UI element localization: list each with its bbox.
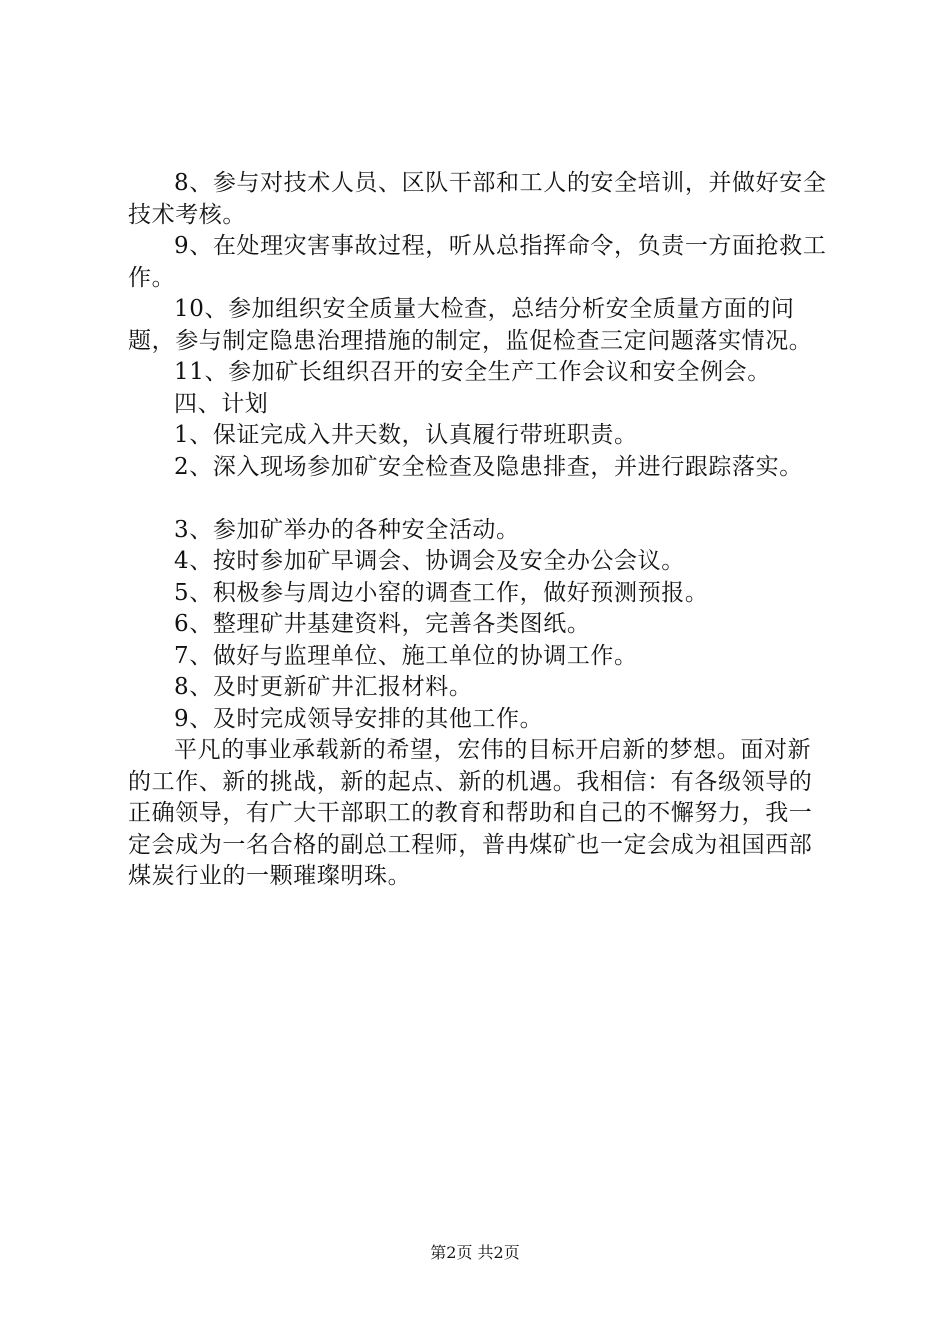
plan-item-6: 6、整理矿井基建资料，完善各类图纸。 (174, 611, 591, 637)
section-heading-plan: 四、计划 (174, 390, 269, 417)
paragraph-item-10-quality-inspection: 10、参加组织安全质量大检查，总结分析安全质量方面的问题，参与制定隐患治理措施的制定，监促检查三定问题落实情况。 (128, 296, 813, 354)
blank-line (128, 483, 834, 515)
paragraph-item-8-training: 8、参与对技术人员、区队干部和工人的安全培训，并做好安全技术考核。 (128, 170, 827, 228)
plan-item-9: 9、及时完成领导安排的其他工作。 (174, 705, 544, 732)
page-footer: 第2页 共2页 (430, 1243, 520, 1262)
paragraph-item-9-disaster-response: 9、在处理灾害事故过程，听从总指挥命令，负责一方面抢救工作。 (128, 233, 827, 291)
plan-item-7: 7、做好与监理单位、施工单位的协调工作。 (174, 642, 638, 669)
closing-paragraph: 平凡的事业承载新的希望，宏伟的目标开启新的梦想。面对新的工作、新的挑战，新的起点、新的机遇。我相信：有各级领导的正确领导，有广大干部职工的教育和帮助和自己的不懈努力，我一定会成为一名合格的副总工程师，普冉煤矿也一定会成为祖国西部煤炭行业的一颗璀璨明珠。 (128, 737, 813, 889)
plan-item-5: 5、积极参与周边小窑的调查工作，做好预测预报。 (174, 579, 709, 606)
paragraph-item-11-safety-meetings: 11、参加矿长组织召开的安全生产工作会议和安全例会。 (174, 359, 771, 385)
plan-item-3: 3、参加矿举办的各种安全活动。 (174, 516, 520, 543)
plan-item-2: 2、深入现场参加矿安全检查及隐患排查，并进行跟踪落实。 (174, 453, 803, 480)
plan-item-1: 1、保证完成入井天数，认真履行带班职责。 (174, 422, 638, 448)
plan-item-4: 4、按时参加矿早调会、协调会及安全办公会议。 (174, 548, 685, 574)
plan-item-8: 8、及时更新矿井汇报材料。 (174, 674, 473, 700)
document-body (128, 168, 834, 893)
